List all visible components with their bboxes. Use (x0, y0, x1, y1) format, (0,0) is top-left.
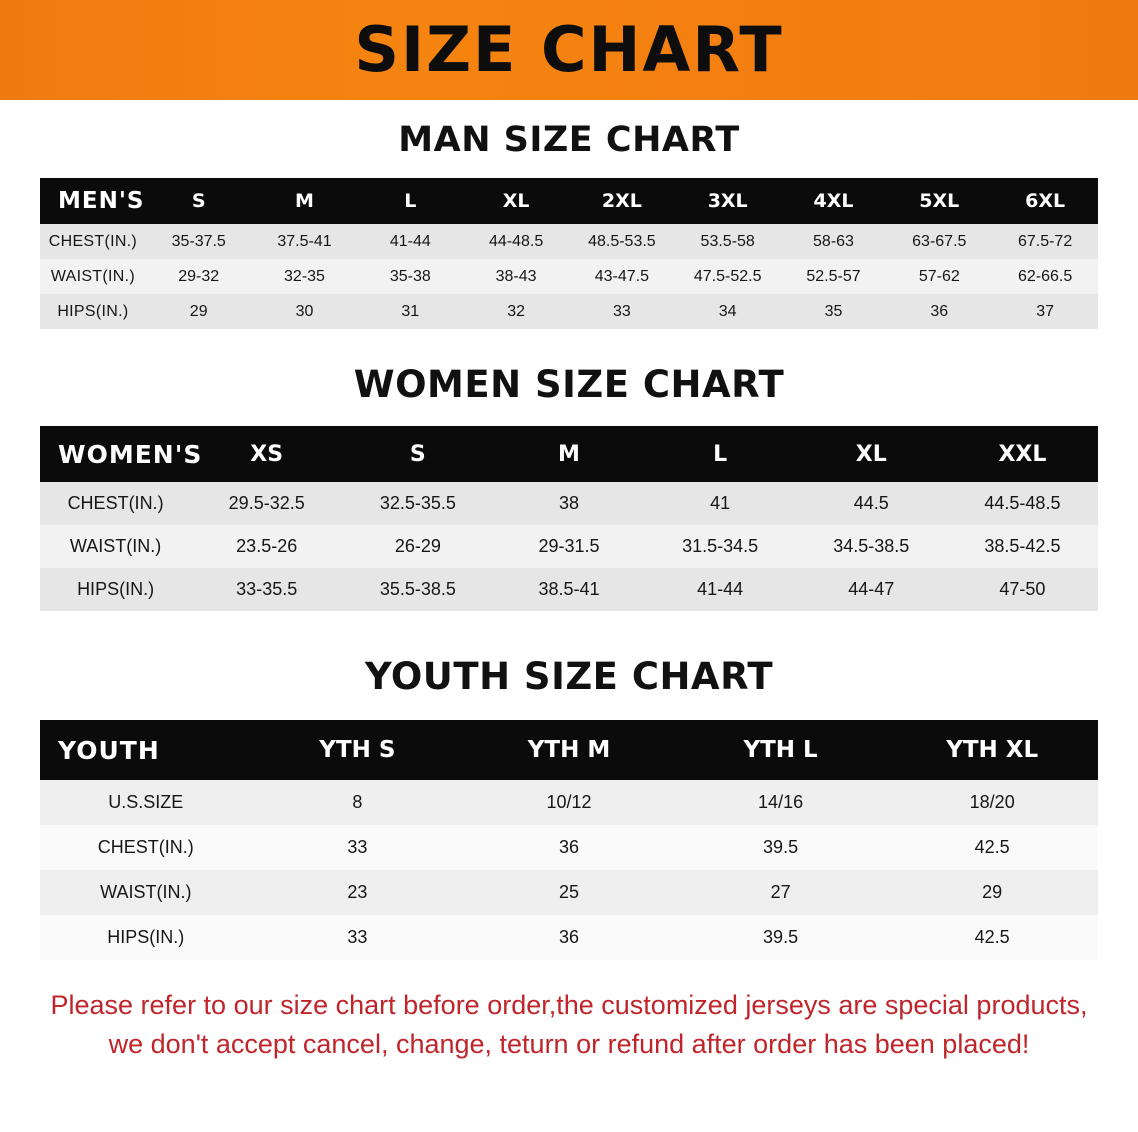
disclaimer-note (0, 986, 1138, 1064)
table-cell: 62-66.5 (1017, 267, 1073, 285)
table-cell: 33 (612, 302, 631, 320)
man-header-cell: M (295, 190, 314, 212)
table-cell: 35.5-38.5 (379, 579, 456, 599)
table-cell: 30 (295, 302, 314, 320)
table-cell: 36 (558, 837, 579, 857)
disclaimer-line-2: we don't accept cancel, change, teturn or refund after order has been placed! (108, 1029, 1030, 1060)
table-cell: 29-31.5 (538, 536, 600, 556)
table-cell: 33 (347, 837, 368, 857)
table-cell: 35-38 (389, 267, 431, 285)
table-cell: 44-47 (848, 579, 895, 599)
table-row (40, 525, 1098, 568)
women-section-heading: WOMEN SIZE CHART (353, 363, 785, 406)
table-cell: 44.5-48.5 (984, 493, 1061, 513)
table-cell: 57-62 (918, 267, 960, 285)
table-row (40, 870, 1098, 915)
man-header-row (40, 178, 1098, 224)
youth-section-heading: YOUTH SIZE CHART (364, 655, 774, 698)
table-cell: 63-67.5 (912, 232, 967, 250)
youth-table-wrap (0, 720, 1138, 960)
table-cell: 10/12 (546, 792, 592, 812)
table-cell: 44-48.5 (488, 232, 544, 250)
table-cell: 42.5 (974, 927, 1010, 947)
table-cell: 31.5-34.5 (682, 536, 759, 556)
women-header-cell: XXL (998, 441, 1047, 467)
man-header-cell: 2XL (601, 190, 642, 212)
table-cell: 27 (770, 882, 791, 902)
table-row (40, 259, 1098, 294)
youth-table-head (40, 720, 1098, 780)
table-cell: 37 (1036, 302, 1054, 320)
table-cell: 38-43 (495, 267, 537, 285)
table-cell: 52.5-57 (806, 267, 861, 285)
row-label: HIPS(IN.) (57, 302, 129, 320)
table-cell: 36 (558, 927, 579, 947)
women-size-table (40, 426, 1098, 611)
table-cell: 29.5-32.5 (228, 493, 305, 513)
row-label: HIPS(IN.) (77, 579, 155, 599)
row-label: U.S.SIZE (108, 792, 184, 812)
youth-header-cell: YOUTH (58, 735, 160, 765)
table-cell: 18/20 (969, 792, 1015, 812)
table-row (40, 224, 1098, 259)
youth-header-cell: YTH L (743, 737, 818, 763)
man-header-cell: S (191, 190, 206, 212)
table-cell: 33 (347, 927, 368, 947)
table-cell: 26-29 (394, 536, 441, 556)
women-table-wrap (0, 426, 1138, 611)
row-label: HIPS(IN.) (107, 927, 185, 947)
man-table-head (40, 178, 1098, 224)
man-header-cell: 5XL (919, 190, 960, 212)
youth-table-body (40, 780, 1098, 960)
table-cell: 41-44 (697, 579, 744, 599)
table-row (40, 825, 1098, 870)
table-cell: 35-37.5 (171, 232, 226, 250)
table-cell: 23.5-26 (236, 536, 298, 556)
table-cell: 41 (710, 493, 731, 513)
table-cell: 35 (824, 302, 843, 320)
table-row (40, 568, 1098, 611)
table-cell: 37.5-41 (277, 232, 332, 250)
table-cell: 32.5-35.5 (379, 493, 456, 513)
youth-header-cell: YTH XL (946, 737, 1039, 763)
row-label: WAIST(IN.) (69, 536, 162, 556)
table-cell: 34 (718, 302, 737, 320)
table-row (40, 915, 1098, 960)
women-table-body (40, 482, 1098, 611)
table-cell: 14/16 (758, 792, 804, 812)
table-cell: 58-63 (813, 232, 854, 250)
man-table-body (40, 224, 1098, 329)
man-header-cell: 4XL (813, 190, 854, 212)
man-size-table (40, 178, 1098, 329)
table-row (40, 294, 1098, 329)
table-cell: 39.5 (763, 927, 799, 947)
table-cell: 34.5-38.5 (833, 536, 910, 556)
table-cell: 38.5-42.5 (984, 536, 1061, 556)
man-header-cell: MEN'S (58, 188, 145, 214)
table-row (40, 482, 1098, 525)
women-table-head (40, 426, 1098, 482)
youth-header-cell: YTH M (527, 737, 611, 763)
row-label: WAIST(IN.) (50, 267, 135, 285)
table-cell: 31 (401, 302, 420, 320)
women-header-cell: XS (250, 441, 284, 467)
table-cell: 8 (352, 792, 363, 812)
women-header-cell: M (558, 441, 580, 467)
table-cell: 29 (189, 302, 208, 320)
table-cell: 47.5-52.5 (693, 267, 762, 285)
row-label: CHEST(IN.) (67, 493, 164, 513)
women-header-row (40, 426, 1098, 482)
man-table-wrap (0, 178, 1138, 329)
table-cell: 29 (982, 882, 1003, 902)
table-cell: 36 (930, 302, 949, 320)
man-header-cell: L (404, 190, 417, 212)
man-section-heading: MAN SIZE CHART (398, 120, 740, 160)
table-cell: 53.5-58 (700, 232, 755, 250)
youth-header-cell: YTH S (319, 737, 396, 763)
table-cell: 32-35 (284, 267, 325, 285)
disclaimer-line-1: Please refer to our size chart before order,the customized jerseys are special products, (50, 990, 1088, 1020)
table-cell: 32 (507, 302, 525, 320)
row-label: CHEST(IN.) (97, 837, 194, 857)
row-label: WAIST(IN.) (100, 882, 192, 902)
man-header-cell: 3XL (707, 190, 748, 212)
table-cell: 48.5-53.5 (588, 232, 656, 250)
row-label: CHEST(IN.) (48, 232, 138, 250)
table-cell: 39.5 (763, 837, 799, 857)
table-cell: 43-47.5 (594, 267, 650, 285)
women-header-cell: S (409, 441, 426, 467)
table-row (40, 780, 1098, 825)
table-cell: 44.5 (853, 493, 889, 513)
page-banner (0, 0, 1138, 100)
table-cell: 25 (558, 882, 579, 902)
table-cell: 41-44 (389, 232, 431, 250)
table-cell: 29-32 (178, 267, 220, 285)
youth-size-table (40, 720, 1098, 960)
table-cell: 67.5-72 (1017, 232, 1073, 250)
women-header-cell: L (713, 441, 728, 467)
table-cell: 38 (558, 493, 579, 513)
table-cell: 47-50 (999, 579, 1046, 599)
table-cell: 23 (347, 882, 368, 902)
man-header-cell: 6XL (1025, 190, 1066, 212)
table-cell: 42.5 (974, 837, 1010, 857)
table-cell: 38.5-41 (538, 579, 600, 599)
man-header-cell: XL (502, 190, 530, 212)
table-cell: 33-35.5 (236, 579, 298, 599)
youth-header-row (40, 720, 1098, 780)
women-header-cell: XL (855, 441, 887, 467)
women-header-cell: WOMEN'S (58, 439, 203, 469)
page-title: SIZE CHART (354, 13, 784, 86)
